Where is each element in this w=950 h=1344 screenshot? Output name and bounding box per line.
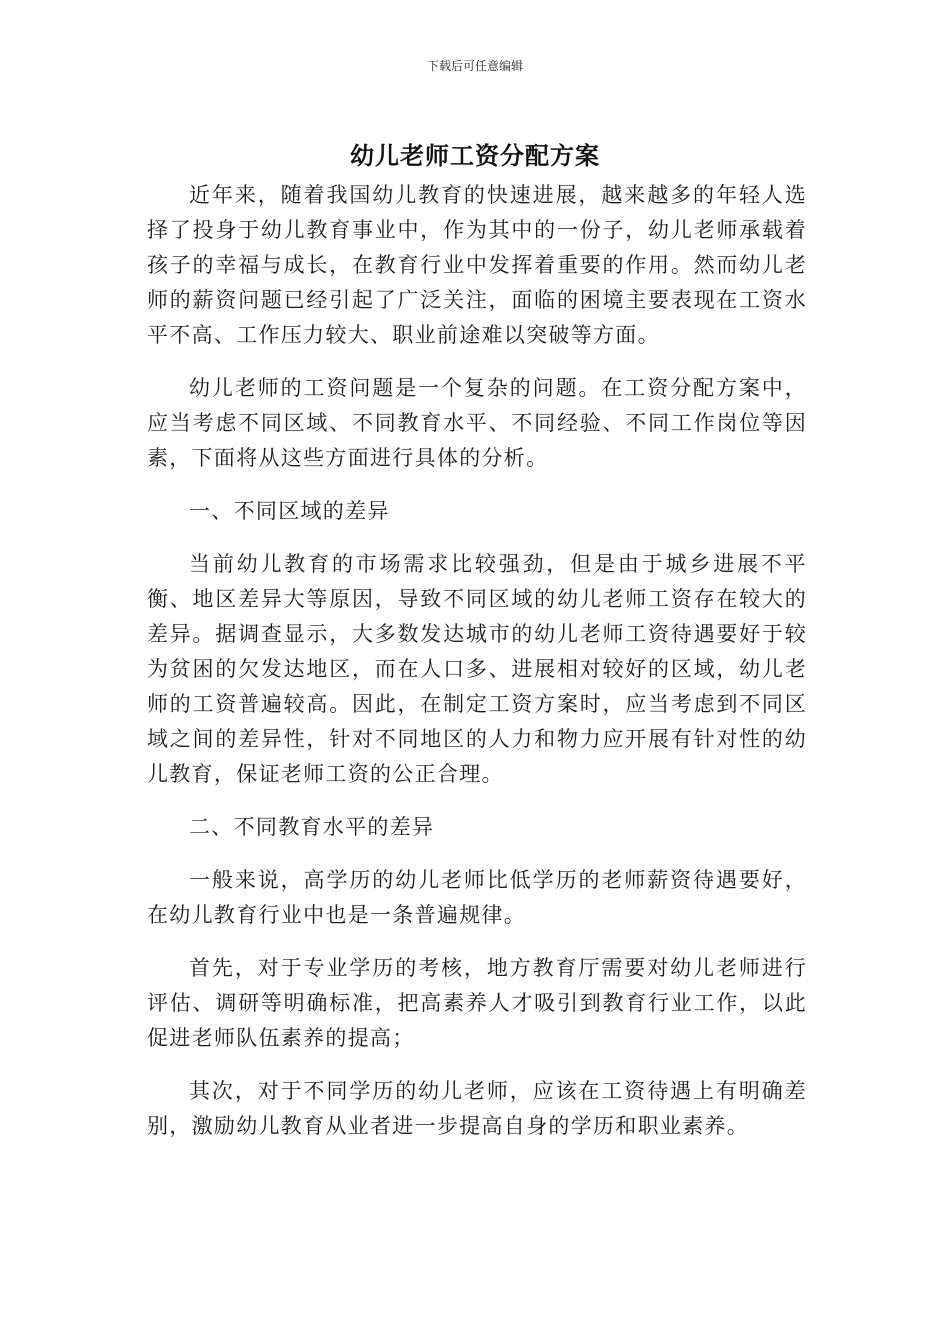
document-title: 幼儿老师工资分配方案 [350, 142, 600, 170]
document-body [147, 178, 807, 1162]
header-note: 下载后可任意编辑 [426, 59, 523, 73]
section-heading-region: 一、不同区域的差异 [189, 499, 390, 523]
paragraph-region: 当前幼儿教育的市场需求比较强劲，但是由于城乡进展不平衡、地区差异大等原因，导致不同区域的幼儿老师工资存在较大的差异。据调查显示，大多数发达城市的幼儿老师工资待遇要好于较为贫困的欠发达地区，而在人口多、进展相对较好的区域，幼儿老师的工资普遍较高。因此，在制定工资方案时，应当考虑到不同区域之间的差异性，针对不同地区的人力和物力应开展有针对性的幼儿教育，保证老师工资的公正合理。 [147, 552, 807, 786]
paragraph-education: 一般来说，高学历的幼儿老师比低学历的老师薪资待遇要好，在幼儿教育行业中也是一条普遍规律。 [147, 868, 807, 927]
paragraph-intro: 近年来，随着我国幼儿教育的快速进展，越来越多的年轻人选择了投身于幼儿教育事业中，作为其中的一份子，幼儿老师承载着孩子的幸福与成长，在教育行业中发挥着重要的作用。然而幼儿老师的薪资问题已经引起了广泛关注，面临的困境主要表现在工资水平不高、工作压力较大、职业前途难以突破等方面。 [147, 183, 807, 347]
section-heading-education: 二、不同教育水平的差异 [189, 815, 435, 839]
paragraph-overview: 幼儿老师的工资问题是一个复杂的问题。在工资分配方案中，应当考虑不同区域、不同教育水平、不同经验、不同工作岗位等因素，下面将从这些方面进行具体的分析。 [147, 376, 807, 470]
paragraph-second: 其次，对于不同学历的幼儿老师，应该在工资待遇上有明确差别，激励幼儿教育从业者进一步提高自身的学历和职业素养。 [147, 1079, 807, 1138]
paragraph-first: 首先，对于专业学历的考核，地方教育厅需要对幼儿老师进行评估、调研等明确标准，把高素养人才吸引到教育行业工作，以此促进老师队伍素养的提高； [147, 956, 807, 1050]
